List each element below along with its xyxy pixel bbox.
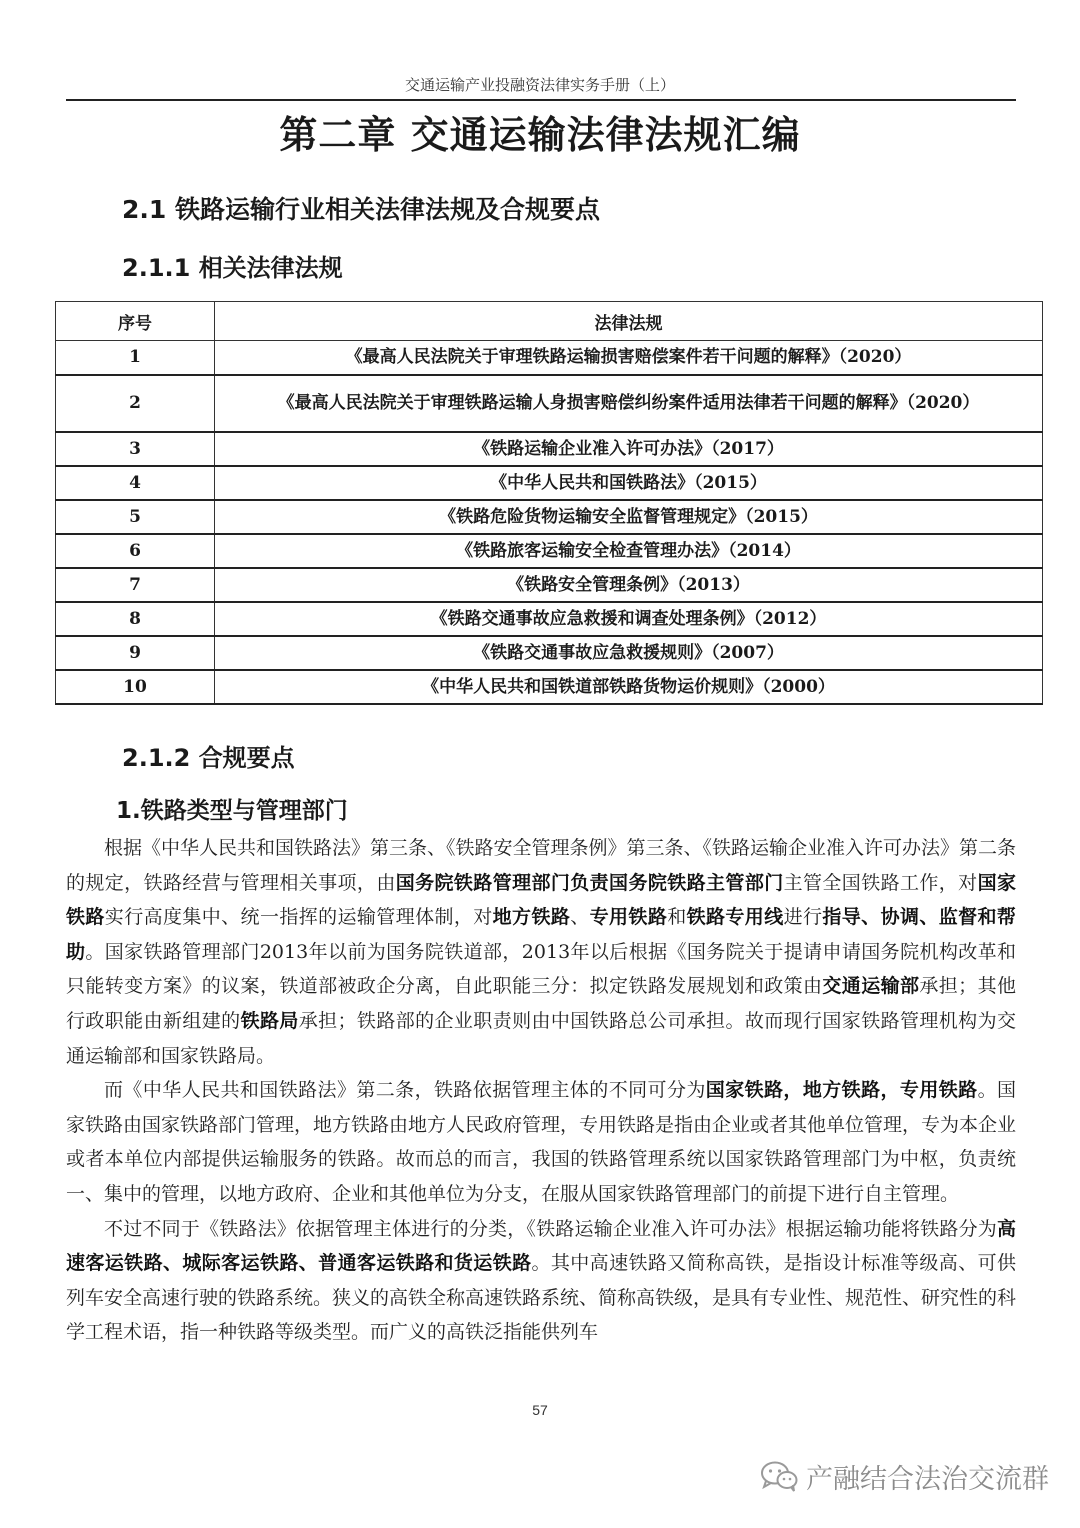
row-number: 1 bbox=[56, 341, 215, 375]
text-run: 。国家铁路管理部门2013年以前为国务院铁道部，2013年以后根据《国务院关于提请申请国务院机构改革和只能转变方案》的议案，铁道部被政企分离，自此职能三分：拟定铁路发展规划和政策由 bbox=[66, 940, 1016, 998]
row-number: 10 bbox=[56, 670, 215, 704]
laws-table bbox=[55, 301, 1043, 705]
paragraph-1 bbox=[66, 831, 1016, 1073]
emphasis: 指导、协调、监督和帮助 bbox=[66, 906, 1016, 963]
paragraph-3 bbox=[66, 1212, 1016, 1350]
table-row bbox=[56, 432, 1043, 466]
row-number: 2 bbox=[56, 375, 215, 432]
text-run: 。其中高速铁路又简称高铁，是指设计标准等级高、可供列车安全高速行驶的铁路系统。狭义的高铁全称高速铁路系统、简称高铁级，是具有专业性、规范性、研究性的科学工程术语，指一种铁路等级类型。而广义的高铁泛指能供列车 bbox=[66, 1252, 1017, 1344]
emphasis: 铁路局 bbox=[240, 1009, 299, 1032]
text-run: 和 bbox=[667, 906, 687, 929]
row-number: 6 bbox=[56, 534, 215, 568]
law-title: 《铁路运输企业准入许可办法》（2017） bbox=[215, 432, 1043, 466]
emphasis: 地方铁路 bbox=[492, 906, 571, 929]
section-heading-2-1: 2.1 铁路运输行业相关法律法规及合规要点 bbox=[122, 195, 600, 224]
table-row bbox=[56, 636, 1043, 670]
row-number: 5 bbox=[56, 500, 215, 534]
section-heading-2-1-1: 2.1.1 相关法律法规 bbox=[122, 254, 343, 282]
watermark-text: 产融结合法治交流群 bbox=[806, 1463, 1049, 1495]
header-rule bbox=[66, 99, 1016, 101]
row-number: 8 bbox=[56, 602, 215, 636]
running-head: 交通运输产业投融资法律实务手册（上） bbox=[404, 76, 675, 94]
row-number: 4 bbox=[56, 466, 215, 500]
law-title: 《最高人民法院关于审理铁路运输损害赔偿案件若干问题的解释》（2020） bbox=[215, 341, 1043, 375]
text-run: 实行高度集中、统一指挥的运输管理体制，对 bbox=[104, 906, 493, 929]
law-title: 《铁路安全管理条例》（2013） bbox=[215, 568, 1043, 602]
text-run: 、 bbox=[570, 906, 590, 929]
emphasis: 国务院铁路管理部门负责国务院铁路主管部门 bbox=[395, 871, 784, 894]
emphasis: 交通运输部 bbox=[822, 975, 920, 998]
text-run: 承担；铁路部的企业职责则由中国铁路总公司承担。故而现行国家铁路管理机构为交通运输部和国家铁路局。 bbox=[66, 1009, 1016, 1067]
table-row bbox=[56, 670, 1043, 704]
table-row bbox=[56, 534, 1043, 568]
emphasis: 铁路专用线 bbox=[686, 906, 784, 929]
emphasis: 国家铁路，地方铁路，专用铁路 bbox=[705, 1079, 978, 1102]
paragraph-2 bbox=[66, 1073, 1016, 1211]
column-header-number: 序号 bbox=[56, 302, 215, 341]
table-row bbox=[56, 341, 1043, 375]
row-number: 7 bbox=[56, 568, 215, 602]
page-number: 57 bbox=[532, 1402, 548, 1418]
column-header-law: 法律法规 bbox=[215, 302, 1043, 341]
emphasis: 国家铁路 bbox=[66, 871, 1016, 929]
watermark bbox=[760, 1456, 1049, 1496]
table-row bbox=[56, 602, 1043, 636]
subsection-heading-railway-types: 1.铁路类型与管理部门 bbox=[116, 798, 348, 824]
body-text bbox=[66, 831, 1016, 1350]
law-title: 《铁路危险货物运输安全监督管理规定》（2015） bbox=[215, 500, 1043, 534]
text-run: 进行 bbox=[783, 906, 823, 929]
law-title: 《铁路交通事故应急救援和调查处理条例》（2012） bbox=[215, 602, 1043, 636]
table-row bbox=[56, 500, 1043, 534]
table-header-row bbox=[56, 302, 1043, 341]
text-run: 。国家铁路由国家铁路部门管理，地方铁路由地方人民政府管理，专用铁路是指由企业或者其他单位管理，专为本企业或者本单位内部提供运输服务的铁路。故而总的而言，我国的铁路管理系统以国家铁路管理部门为中枢，负责统一、集中的管理，以地方政府、企业和其他单位为分支，在服从国家铁路管理部门的前提下进行自主管理。 bbox=[66, 1079, 1017, 1205]
law-title: 《铁路旅客运输安全检查管理办法》（2014） bbox=[215, 534, 1043, 568]
wechat-icon bbox=[760, 1460, 798, 1492]
row-number: 9 bbox=[56, 636, 215, 670]
row-number: 3 bbox=[56, 432, 215, 466]
text-run: 承担；其他行政职能由新组建的 bbox=[66, 975, 1016, 1032]
chapter-title: 第二章 交通运输法律法规汇编 bbox=[279, 113, 801, 157]
law-title: 《中华人民共和国铁路法》（2015） bbox=[215, 466, 1043, 500]
law-title: 《最高人民法院关于审理铁路运输人身损害赔偿纠纷案件适用法律若干问题的解释》（2020） bbox=[215, 375, 1043, 432]
section-heading-2-1-2: 2.1.2 合规要点 bbox=[122, 744, 295, 772]
text-run: 主管全国铁路工作，对 bbox=[783, 871, 978, 894]
text-run: 不过不同于《铁路法》依据管理主体进行的分类，《铁路运输企业准入许可办法》根据运输功能将铁路分为 bbox=[104, 1217, 997, 1240]
table-row bbox=[56, 568, 1043, 602]
text-run: 根据《中华人民共和国铁路法》第三条、《铁路安全管理条例》第三条、《铁路运输企业准入许可办法》第二条的规定，铁路经营与管理相关事项，由 bbox=[66, 837, 1017, 894]
law-title: 《铁路交通事故应急救援规则》（2007） bbox=[215, 636, 1043, 670]
text-run: 而《中华人民共和国铁路法》第二条，铁路依据管理主体的不同可分为 bbox=[104, 1079, 706, 1102]
law-title: 《中华人民共和国铁道部铁路货物运价规则》（2000） bbox=[215, 670, 1043, 704]
table-row bbox=[56, 466, 1043, 500]
emphasis: 专用铁路 bbox=[589, 906, 668, 929]
table-row bbox=[56, 375, 1043, 432]
emphasis: 高速客运铁路、城际客运铁路、普通客运铁路和货运铁路 bbox=[66, 1217, 1016, 1275]
